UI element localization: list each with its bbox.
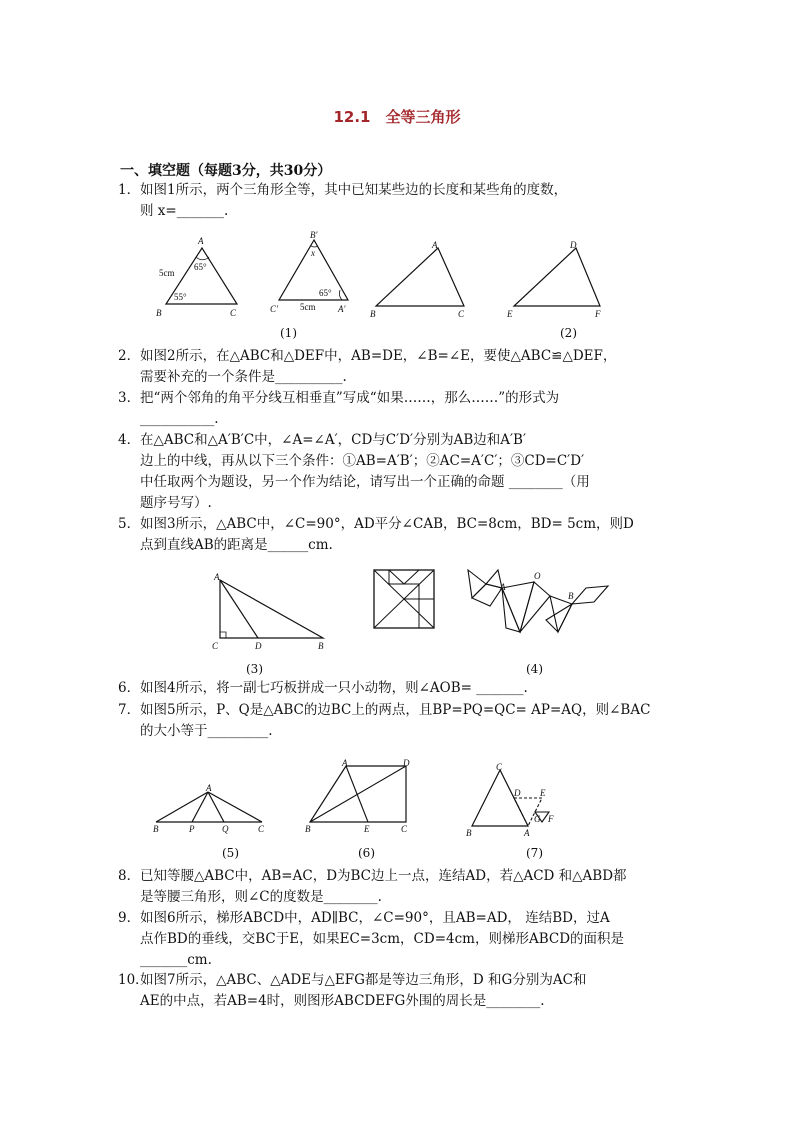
vertex-label: D bbox=[255, 641, 262, 651]
section-heading: 一、填空题（每题3分，共30分） bbox=[120, 163, 332, 179]
question-text: 已知等腰△ABC中，AB=AC，D为BC边上一点，连结AD，若△ACD 和△ABD都 bbox=[140, 868, 627, 884]
figure-4-tangram-animal bbox=[462, 566, 612, 646]
figure-caption: (3) bbox=[246, 662, 263, 676]
question-number: 1． bbox=[118, 182, 141, 198]
figure-caption: (4) bbox=[526, 662, 543, 676]
question-text: 如图1所示，两个三角形全等，其中已知某些边的长度和某些角的度数， bbox=[140, 182, 568, 198]
question-7 bbox=[118, 700, 678, 742]
vertex-label: B bbox=[318, 641, 324, 651]
question-text: 如图6所示，梯形ABCD中，AD∥BC，∠C=90°，且AB=AD， 连结BD，过A bbox=[140, 910, 610, 926]
vertex-label: P bbox=[189, 824, 195, 834]
question-6 bbox=[118, 678, 678, 699]
question-number: 8． bbox=[118, 868, 141, 884]
question-number: 9． bbox=[118, 910, 141, 926]
question-10 bbox=[118, 970, 678, 1012]
question-4 bbox=[118, 430, 678, 514]
angle-label: x bbox=[311, 248, 315, 258]
vertex-label: E bbox=[507, 309, 513, 319]
question-text: 如图7所示，△ABC、△ADE与△EFG都是等边三角形，D 和G分别为AC和 bbox=[140, 972, 587, 988]
vertex-label: C bbox=[496, 762, 503, 772]
vertex-label: D bbox=[514, 788, 521, 798]
question-text: 在△ABC和△A′B′C中，∠A=∠A′，CD与C′D′分别为AB边和A′B′ bbox=[140, 432, 527, 448]
side-label: 5cm bbox=[300, 302, 316, 312]
vertex-label: C bbox=[230, 308, 237, 318]
vertex-label: F bbox=[595, 309, 601, 319]
figure-caption: (6) bbox=[358, 846, 375, 860]
vertex-label: C bbox=[458, 309, 465, 319]
question-text: 如图3所示，△ABC中，∠C=90°，AD平分∠CAB，BC=8cm，BD= 5cm，则D bbox=[140, 516, 634, 532]
question-3 bbox=[118, 388, 678, 430]
question-9 bbox=[118, 908, 678, 971]
vertex-label: Q bbox=[222, 824, 229, 834]
figure-caption: (5) bbox=[222, 846, 239, 860]
question-text: 题序号写）. bbox=[140, 495, 212, 511]
vertex-label: C bbox=[258, 824, 265, 834]
vertex-label: O bbox=[534, 571, 541, 581]
vertex-label: A′ bbox=[338, 304, 346, 314]
figure-3-right-triangle bbox=[208, 572, 333, 654]
vertex-label: B bbox=[370, 309, 376, 319]
question-number: 4． bbox=[118, 432, 141, 448]
figure-6-trapezoid bbox=[300, 756, 420, 836]
vertex-label: B′ bbox=[310, 230, 318, 240]
question-text: AE的中点，若AB=4时，则图形ABCDEFG外围的周长是________. bbox=[140, 993, 545, 1009]
vertex-label: B bbox=[568, 591, 574, 601]
angle-label: 55° bbox=[174, 292, 187, 302]
vertex-label: A bbox=[214, 572, 220, 582]
question-text: 如图4所示，将一副七巧板拼成一只小动物，则∠AOB= _______. bbox=[140, 680, 528, 696]
question-text: 则 x=_______. bbox=[140, 203, 229, 219]
figure-caption: (7) bbox=[526, 846, 543, 860]
vertex-label: C bbox=[212, 641, 219, 651]
vertex-label: A bbox=[432, 240, 438, 250]
question-text: 如图2所示，在△ABC和△DEF中，AB=DE，∠B=∠E，要使△ABC≌△DEF， bbox=[140, 348, 617, 364]
page-title: 12.1 全等三角形 bbox=[333, 108, 461, 126]
question-text: ___________. bbox=[140, 411, 219, 427]
vertex-label: G bbox=[534, 814, 541, 824]
side-label: 5cm bbox=[159, 268, 175, 278]
question-number: 5． bbox=[118, 516, 141, 532]
angle-label: 65° bbox=[319, 288, 332, 298]
figure-1-triangle-abc bbox=[150, 228, 250, 323]
figure-2-triangle-def bbox=[504, 236, 614, 324]
figure-7-equilateral bbox=[462, 760, 562, 840]
tangram-square bbox=[372, 568, 438, 632]
question-text: 中任取两个为题设，另一个作为结论，请写出一个正确的命题 ________（用 bbox=[140, 474, 590, 490]
question-text: 需要补充的一个条件是__________. bbox=[140, 369, 347, 385]
vertex-label: B bbox=[156, 308, 162, 318]
vertex-label: C′ bbox=[270, 304, 278, 314]
figure-5-triangle bbox=[150, 782, 270, 834]
vertex-label: A bbox=[342, 758, 348, 768]
question-text: 点到直线AB的距离是______cm. bbox=[140, 537, 333, 553]
question-text: _______cm. bbox=[140, 952, 212, 968]
question-number: 6． bbox=[118, 680, 141, 696]
question-number: 3． bbox=[118, 390, 141, 406]
vertex-label: B bbox=[466, 828, 472, 838]
question-5 bbox=[118, 514, 678, 556]
question-number: 10． bbox=[118, 972, 149, 988]
question-2 bbox=[118, 346, 678, 388]
figure-1-triangle-a-prime bbox=[268, 228, 368, 323]
vertex-label: A bbox=[206, 783, 212, 793]
vertex-label: E bbox=[540, 788, 546, 798]
question-number: 2． bbox=[118, 348, 141, 364]
question-number: 7． bbox=[118, 702, 141, 718]
vertex-label: C bbox=[401, 824, 408, 834]
angle-label: 65° bbox=[194, 262, 207, 272]
question-1 bbox=[118, 180, 678, 222]
vertex-label: D bbox=[403, 758, 410, 768]
question-text: 如图5所示，P、Q是△ABC的边BC上的两点，且BP=PQ=QC= AP=AQ，则∠BAC bbox=[140, 702, 651, 718]
question-text: 把“两个邻角的角平分线互相垂直”写成“如果……，那么……”的形式为 bbox=[140, 390, 560, 406]
question-text: 边上的中线，再从以下三个条件：①AB=A′B′；②AC=A′C′；③CD=C′D′ bbox=[140, 453, 585, 469]
question-text: 的大小等于_________. bbox=[140, 723, 273, 739]
figure-2-triangle-abc bbox=[368, 236, 478, 324]
question-text: 点作BD的垂线，交BC于E，如果EC=3cm，CD=4cm，则梯形ABCD的面积是 bbox=[140, 931, 625, 947]
question-8 bbox=[118, 866, 678, 908]
vertex-label: E bbox=[364, 824, 370, 834]
vertex-label: A bbox=[198, 236, 204, 246]
vertex-label: A bbox=[524, 828, 530, 838]
vertex-label: A bbox=[500, 582, 506, 592]
figure-caption: (2) bbox=[560, 326, 577, 340]
vertex-label: B bbox=[153, 824, 159, 834]
question-text: 是等腰三角形，则∠C的度数是________. bbox=[140, 889, 382, 905]
figure-caption: (1) bbox=[280, 326, 297, 340]
vertex-label: D bbox=[570, 240, 577, 250]
vertex-label: F bbox=[548, 814, 554, 824]
vertex-label: B bbox=[305, 824, 311, 834]
